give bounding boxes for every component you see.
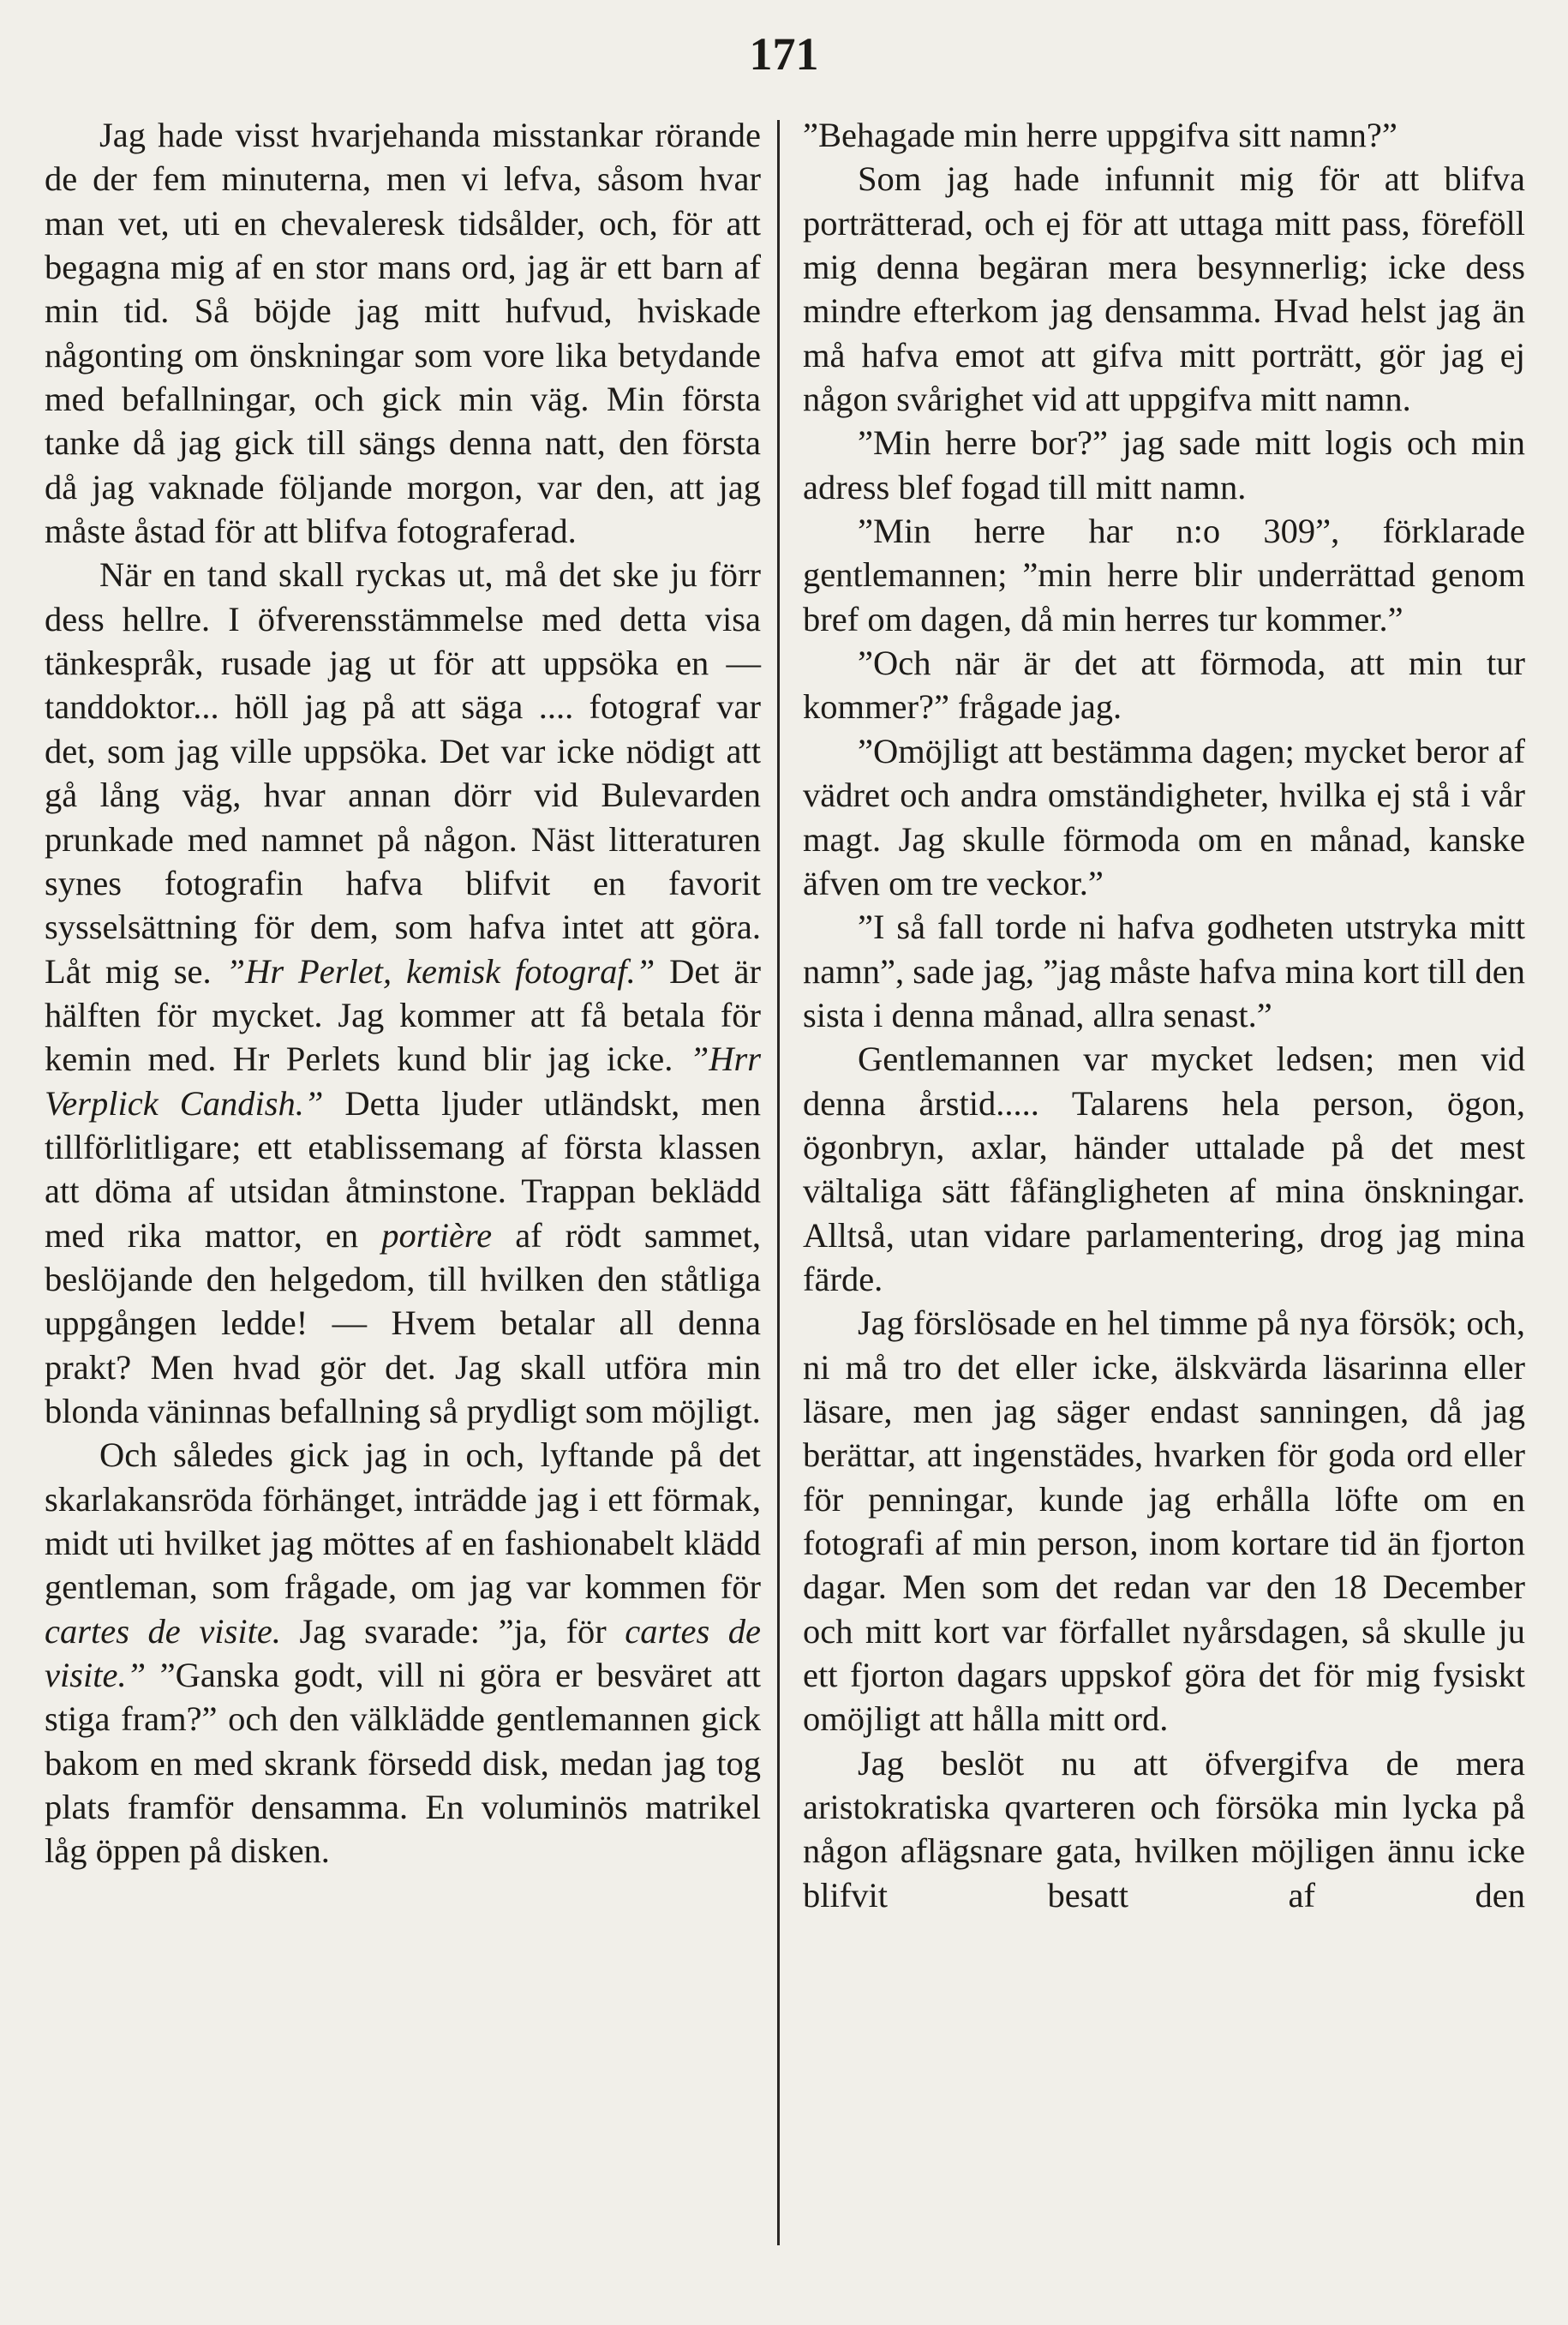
left-column [45, 113, 761, 1873]
paragraph: Som jag hade infunnit mig för att blifva porträtterad, och ej för att uttaga mitt pass, föreföll mig denna begäran mera besynnerlig; icke dess mindre efterkom jag densamma. Hvad helst jag än må hafva emot att gifva mitt porträtt, gör jag ej någon svårighet vid att uppgifva mitt namn. [803, 159, 1525, 419]
paragraph: Och således gick jag in och, lyftande på det skarlakansröda förhänget, inträdde jag i ett förmak, midt uti hvilket jag möttes af en fashionabelt klädd gentleman, som frågade, om jag var kommen för cartes de visite. Jag svarade: ”ja, för cartes de visite.” ”Ganska godt, vill ni göra er besväret att stiga fram?” och den välklädde gentlemannen gick bakom en med skrank försedd disk, medan jag tog plats framför densamma. En voluminös matrikel låg öppen på disken. [45, 1435, 762, 1871]
column-divider [777, 120, 780, 2245]
paragraph: ”Och när är det att förmoda, att min tur kommer?” frågade jag. [803, 644, 1525, 727]
paragraph: ”I så fall torde ni hafva godheten utstryka mitt namn”, sade jag, ”jag måste hafva mina kort till den sista i denna månad, allra senast.” [803, 908, 1525, 1034]
paragraph: ”Omöjligt att bestämma dagen; mycket beror af vädret och andra omständigheter, hvilka ej stå i vår magt. Jag skulle förmoda om en månad, kanske äfven om tre veckor.” [803, 731, 1525, 902]
paragraph: Jag förslösade en hel timme på nya försök; och, ni må tro det eller icke, älskvärda läsarinna eller läsare, men jag säger endast sanningen, då jag berättar, att ingenstädes, hvarken för goda ord eller för penningar, kunde jag erhålla löfte om en fotografi af min person, inom kortare tid än fjorton dagar. Men som det redan var den 18 December och mitt kort var förfallet nyårsdagen, så skulle ju ett fjorton dagars uppskof göra det för mig fysiskt omöjligt att hålla mitt ord. [803, 1303, 1525, 1739]
page-number: 171 [749, 28, 819, 80]
paragraph: Jag beslöt nu att öfvergifva de mera aristokratiska qvarteren och försöka min lycka på någon aflägsnare gata, hvilken möjligen ännu icke blifvit besatt af den [803, 1743, 1525, 1915]
paragraph: ”Min herre har n:o 309”, förklarade gentlemannen; ”min herre blir underrättad genom bref om dagen, då min herres tur kommer.” [803, 512, 1525, 638]
paragraph: Gentlemannen var mycket ledsen; men vid denna årstid..... Talarens hela person, ögon, ögonbryn, axlar, händer uttalade på det mest vältaliga sätt fåfängligheten af mina önskningar. Alltså, utan vidare parlamentering, drog jag mina färde. [803, 1040, 1525, 1298]
paragraph: Jag hade visst hvarjehanda misstankar rörande de der fem minuterna, men vi lefva, såsom hvar man vet, uti en chevaleresk tidsålder, och, för att begagna mig af en stor mans ord, jag är ett barn af min tid. Så böjde jag mitt hufvud, hviskade någonting om önskningar som vore lika betydande med befallningar, och gick min väg. Min första tanke då jag gick till sängs denna natt, den första då jag vaknade följande morgon, var den, att jag måste åstad för att blifva fotograferad. [45, 116, 761, 551]
paragraph: ”Min herre bor?” jag sade mitt logis och min adress blef fogad till mitt namn. [803, 423, 1525, 506]
right-column [803, 113, 1525, 1917]
paragraph: När en tand skall ryckas ut, må det ske ju förr dess hellre. I öfverensstämmelse med detta visa tänkespråk, rusade jag ut för att uppsöka en — tanddoktor... höll jag på att säga .... fotograf var det, som jag ville uppsöka. Det var icke nödigt att gå lång väg, hvar annan dörr vid Bulevarden prunkade med namnet på någon. Näst litteraturen synes fotografin hafva blifvit en favorit sysselsättning för dem, som hafva intet att göra. Låt mig se. ”Hr Perlet, kemisk fotograf.” Det är hälften för mycket. Jag kommer att få betala för kemin med. Hr Perlets kund blir jag icke. ”Hrr Verplick Candish.” Detta ljuder utländskt, men tillförlitligare; ett etablissemang af första klassen att döma af utsidan åtminstone. Trappan beklädd med rika mattor, en portière af rödt sammet, beslöjande den helgedom, till hvilken den ståtliga uppgången ledde! — Hvem betalar all denna prakt? Men hvad gör det. Jag skall utföra min blonda väninnas befallning så prydligt som möjligt. [45, 555, 762, 1430]
paragraph: ”Behagade min herre uppgifva sitt namn?” [803, 116, 1397, 154]
